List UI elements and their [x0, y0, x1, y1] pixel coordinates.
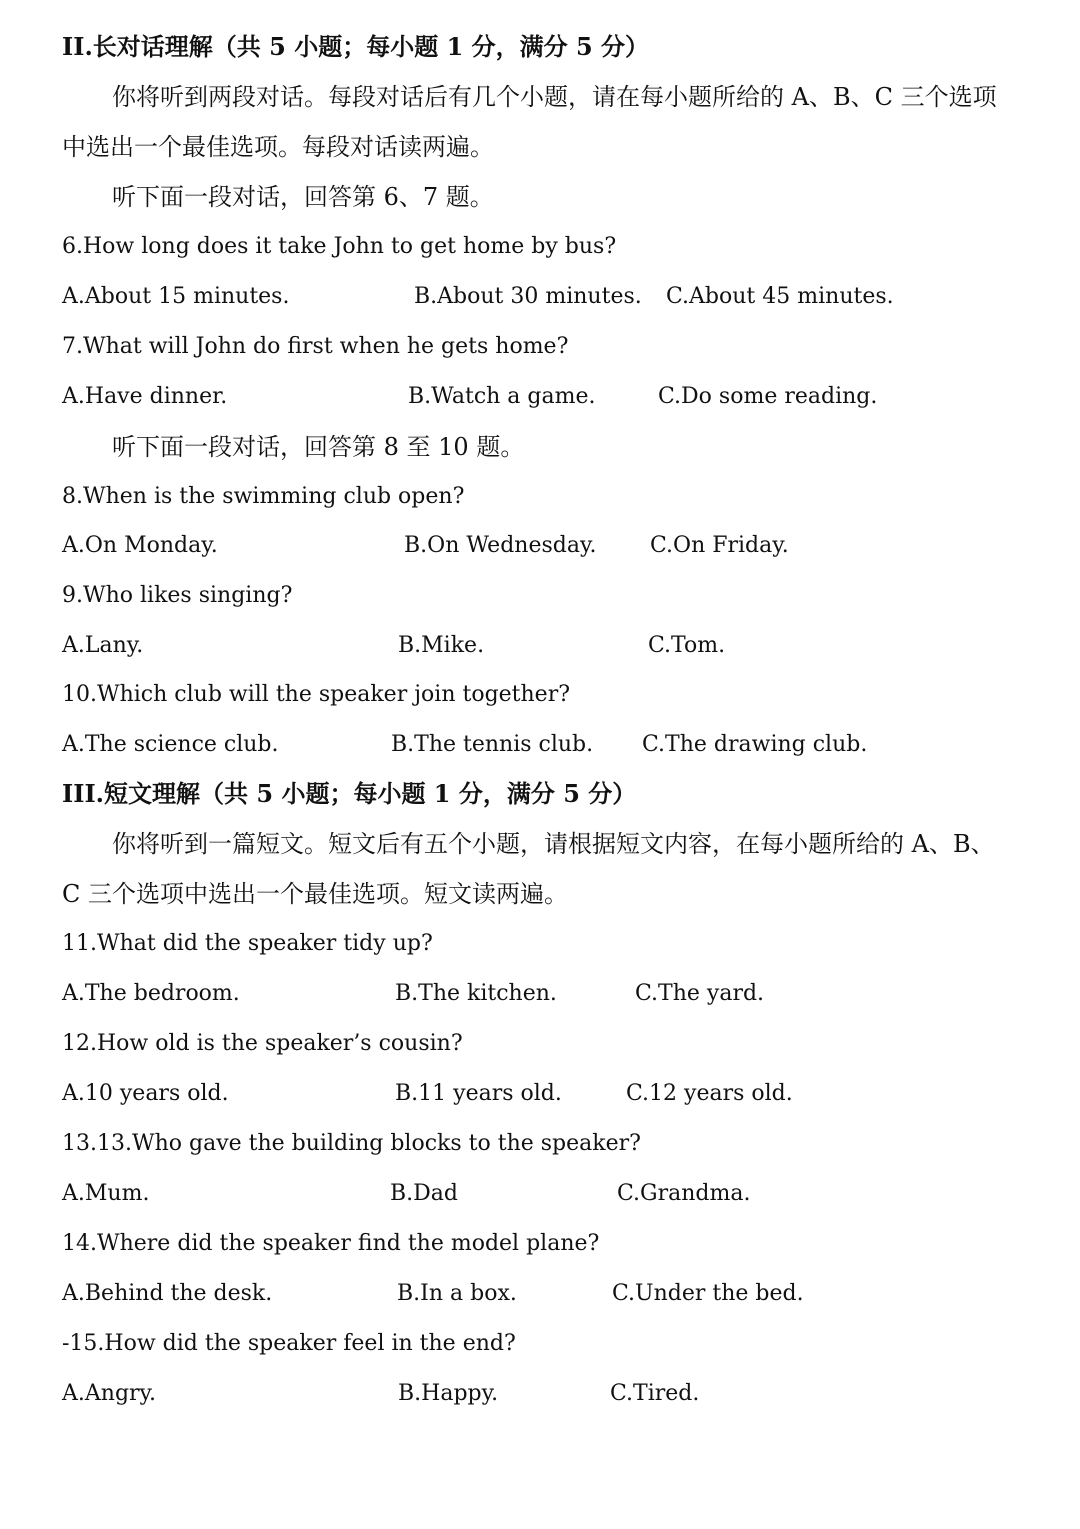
question-6-option-b: B.About 30 minutes.	[414, 284, 642, 309]
section-3-instruction-line-1: 你将听到一篇短文。短文后有五个小题，请根据短文内容，在每小题所给的 A、B、	[112, 830, 995, 858]
question-12-option-b: B.11 years old.	[395, 1081, 562, 1106]
question-11-option-a: A.The bedroom.	[62, 981, 240, 1006]
question-11-option-c: C.The yard.	[635, 981, 765, 1006]
question-7-option-c: C.Do some reading.	[658, 384, 878, 409]
question-10-option-a: A.The science club.	[62, 732, 279, 757]
section-2-instruction-line-1: 你将听到两段对话。每段对话后有几个小题，请在每小题所给的 A、B、C 三个选项	[112, 83, 997, 111]
question-9-stem: 9.Who likes singing?	[62, 583, 293, 608]
question-8-stem: 8.When is the swimming club open?	[62, 484, 465, 509]
question-11-stem: 11.What did the speaker tidy up?	[62, 931, 433, 956]
question-6-stem: 6.How long does it take John to get home by bus?	[62, 234, 617, 259]
section-3-heading: III.短文理解（共 5 小题；每小题 1 分，满分 5 分）	[62, 779, 637, 808]
question-9-option-a: A.Lany.	[62, 633, 144, 658]
question-7-stem: 7.What will John do first when he gets home?	[62, 334, 569, 359]
question-13-option-a: A.Mum.	[62, 1181, 150, 1206]
question-9-option-b: B.Mike.	[398, 633, 485, 658]
question-13-option-c: C.Grandma.	[617, 1181, 751, 1206]
question-8-option-a: A.On Monday.	[62, 533, 218, 558]
question-10-stem: 10.Which club will the speaker join together?	[62, 682, 571, 707]
question-8-option-b: B.On Wednesday.	[404, 533, 597, 558]
question-15-option-a: A.Angry.	[62, 1381, 157, 1406]
question-7-option-b: B.Watch a game.	[408, 384, 596, 409]
question-11-option-b: B.The kitchen.	[395, 981, 557, 1006]
question-14-option-c: C.Under the bed.	[612, 1281, 804, 1306]
question-12-option-c: C.12 years old.	[626, 1081, 793, 1106]
question-12-option-a: A.10 years old.	[62, 1081, 229, 1106]
question-13-stem: 13.13.Who gave the building blocks to the speaker?	[62, 1131, 641, 1156]
dialogue-1-intro: 听下面一段对话，回答第 6、7 题。	[112, 183, 494, 211]
section-2-heading: II.长对话理解（共 5 小题；每小题 1 分，满分 5 分）	[62, 32, 650, 61]
section-3-instruction-line-2: C 三个选项中选出一个最佳选项。短文读两遍。	[62, 880, 568, 908]
question-15-option-b: B.Happy.	[398, 1381, 499, 1406]
question-7-option-a: A.Have dinner.	[62, 384, 228, 409]
section-2-instruction-line-2: 中选出一个最佳选项。每段对话读两遍。	[62, 133, 494, 161]
question-12-stem: 12.How old is the speaker’s cousin?	[62, 1031, 463, 1056]
question-14-option-a: A.Behind the desk.	[62, 1281, 273, 1306]
question-10-option-b: B.The tennis club.	[391, 732, 594, 757]
question-14-option-b: B.In a box.	[397, 1281, 517, 1306]
dialogue-2-intro: 听下面一段对话，回答第 8 至 10 题。	[112, 433, 525, 461]
question-15-stem: -15.How did the speaker feel in the end?	[62, 1331, 516, 1356]
question-15-option-c: C.Tired.	[610, 1381, 700, 1406]
question-6-option-a: A.About 15 minutes.	[62, 284, 290, 309]
question-8-option-c: C.On Friday.	[650, 533, 789, 558]
question-14-stem: 14.Where did the speaker find the model plane?	[62, 1231, 600, 1256]
question-13-option-b: B.Dad	[390, 1181, 458, 1206]
question-9-option-c: C.Tom.	[648, 633, 726, 658]
question-10-option-c: C.The drawing club.	[642, 732, 868, 757]
question-6-option-c: C.About 45 minutes.	[666, 284, 894, 309]
